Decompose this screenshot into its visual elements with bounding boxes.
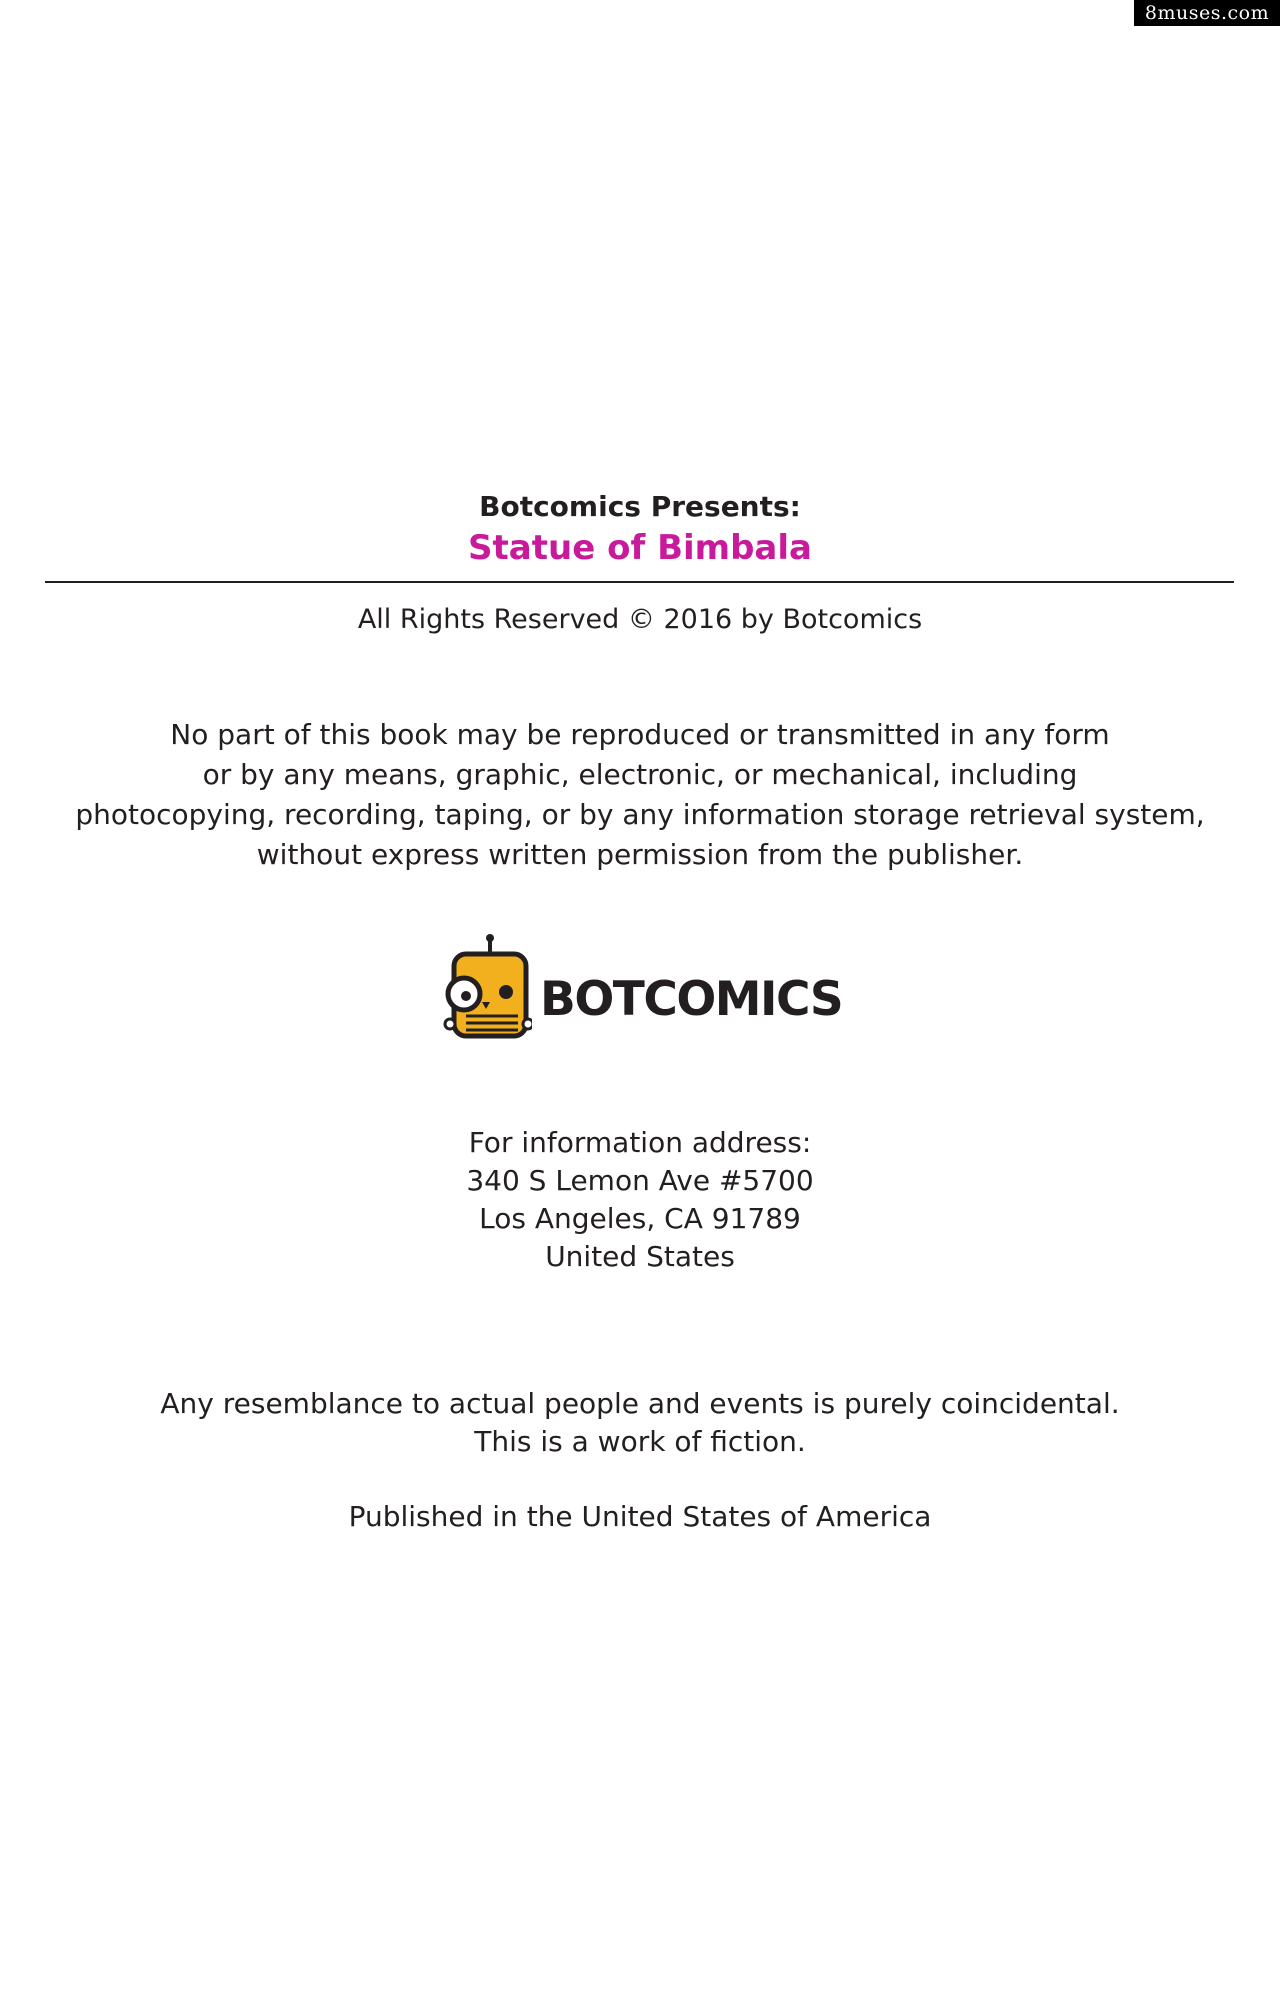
logo-wordmark: BOTCOMICS [540, 972, 843, 1027]
notice-line: or by any means, graphic, electronic, or mechanical, including [202, 758, 1078, 791]
disclaimer-line: This is a work of fiction. [474, 1425, 806, 1458]
reproduction-notice [0, 715, 1280, 875]
published-line: Published in the United States of America [348, 1500, 932, 1533]
address-line: Los Angeles, CA 91789 [479, 1202, 801, 1235]
botcomics-logo [442, 932, 842, 1047]
presents-line: Botcomics Presents: [479, 490, 801, 523]
book-title: Statue of Bimbala [468, 528, 812, 568]
divider [45, 581, 1234, 583]
address-block [0, 1124, 1280, 1276]
fiction-disclaimer [0, 1385, 1280, 1461]
notice-line: without express written permission from the publisher. [256, 838, 1024, 871]
watermark: 8muses.com [1134, 0, 1280, 26]
disclaimer-line: Any resemblance to actual people and events is purely coincidental. [160, 1387, 1120, 1420]
copyright-line: All Rights Reserved © 2016 by Botcomics [357, 604, 923, 635]
address-line: 340 S Lemon Ave #5700 [466, 1164, 814, 1197]
notice-line: No part of this book may be reproduced or transmitted in any form [170, 718, 1110, 751]
robot-head-icon [442, 932, 532, 1047]
notice-line: photocopying, recording, taping, or by any information storage retrieval system, [75, 798, 1205, 831]
address-line: For information address: [468, 1126, 812, 1159]
address-line: United States [545, 1240, 735, 1273]
